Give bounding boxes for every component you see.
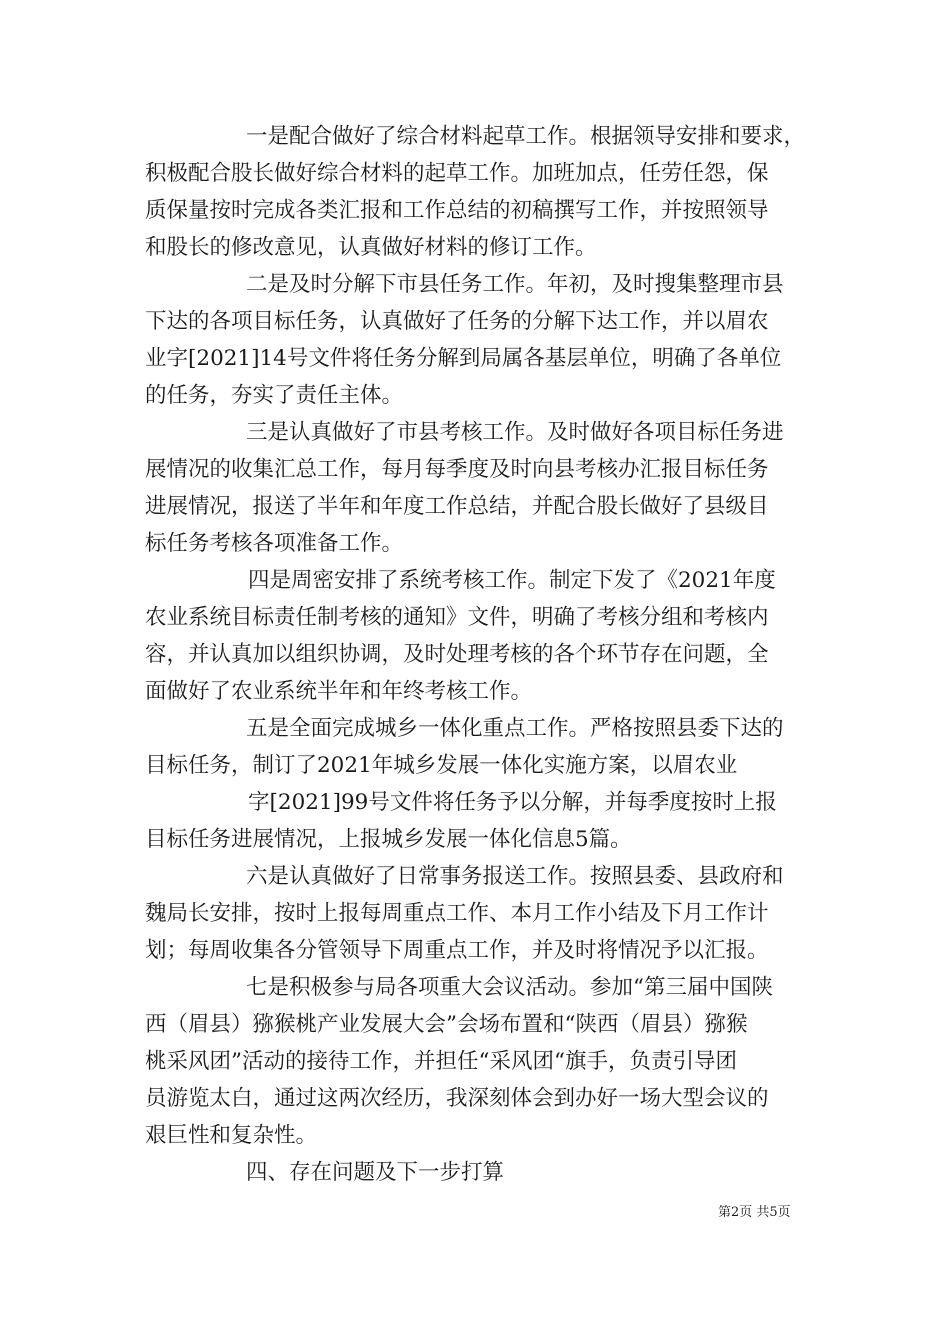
text-line: 进展情况，报送了半年和年度工作总结，并配合股长做好了县级目	[145, 494, 769, 519]
text-line: 容，并认真加以组织协调，及时处理考核的各个环节存在问题，全	[145, 642, 769, 667]
text-line: 农业系统目标责任制考核的通知》文件，明确了考核分组和考核内	[145, 605, 769, 630]
text-line: 面做好了农业系统半年和年终考核工作。	[145, 679, 533, 704]
text-line: 目标任务进展情况，上报城乡发展一体化信息5篇。	[145, 827, 632, 852]
text-line: 质保量按时完成各类汇报和工作总结的初稿撰写工作，并按照领导	[145, 198, 769, 223]
text-line: 和股长的修改意见，认真做好材料的修订工作。	[145, 235, 597, 260]
text-line: 员游览太白，通过这两次经历，我深刻体会到办好一场大型会议的	[145, 1086, 769, 1111]
text-line: 的任务，夯实了责任主体。	[145, 383, 404, 408]
text-line: 下达的各项目标任务，认真做好了任务的分解下达工作，并以眉农	[145, 309, 769, 334]
text-line: 字[2021]99号文件将任务予以分解，并每季度按时上报	[248, 790, 777, 815]
text-line: 六是认真做好了日常事务报送工作。按照县委、县政府和	[246, 864, 784, 889]
text-line: 展情况的收集汇总工作，每月每季度及时向县考核办汇报目标任务	[145, 457, 769, 482]
page-number-footer: 第2页 共5页	[718, 1205, 791, 1220]
text-line: 二是及时分解下市县任务工作。年初，及时搜集整理市县	[246, 272, 784, 297]
text-line: 西（眉县）猕猴桃产业发展大会”会场布置和“陕西（眉县）猕猴	[145, 1012, 748, 1037]
text-line: 积极配合股长做好综合材料的起草工作。加班加点，任劳任怨，保	[145, 161, 769, 186]
text-line: 七是积极参与局各项重大会议活动。参加“第三届中国陕	[246, 975, 773, 1000]
text-line: 一是配合做好了综合材料起草工作。根据领导安排和要求，	[246, 124, 806, 149]
text-line: 划；每周收集各分管领导下周重点工作，并及时将情况予以汇报。	[145, 938, 769, 963]
text-line: 三是认真做好了市县考核工作。及时做好各项目标任务进	[246, 420, 784, 445]
text-line: 目标任务，制订了2021年城乡发展一体化实施方案，以眉农业	[145, 753, 738, 778]
section-heading: 四、存在问题及下一步打算	[246, 1160, 505, 1185]
text-line: 艰巨性和复杂性。	[145, 1123, 318, 1148]
text-line: 标任务考核各项准备工作。	[145, 531, 404, 556]
text-line: 五是全面完成城乡一体化重点工作。严格按照县委下达的	[246, 716, 784, 741]
text-line: 魏局长安排，按时上报每周重点工作、本月工作小结及下月工作计	[145, 901, 769, 926]
text-line: 桃采风团”活动的接待工作，并担任“采风团“旗手，负责引导团	[145, 1049, 737, 1074]
text-line: 业字[2021]14号文件将任务分解到局属各基层单位，明确了各单位	[145, 346, 782, 371]
text-line: 四是周密安排了系统考核工作。制定下发了《2021年度	[248, 568, 776, 593]
